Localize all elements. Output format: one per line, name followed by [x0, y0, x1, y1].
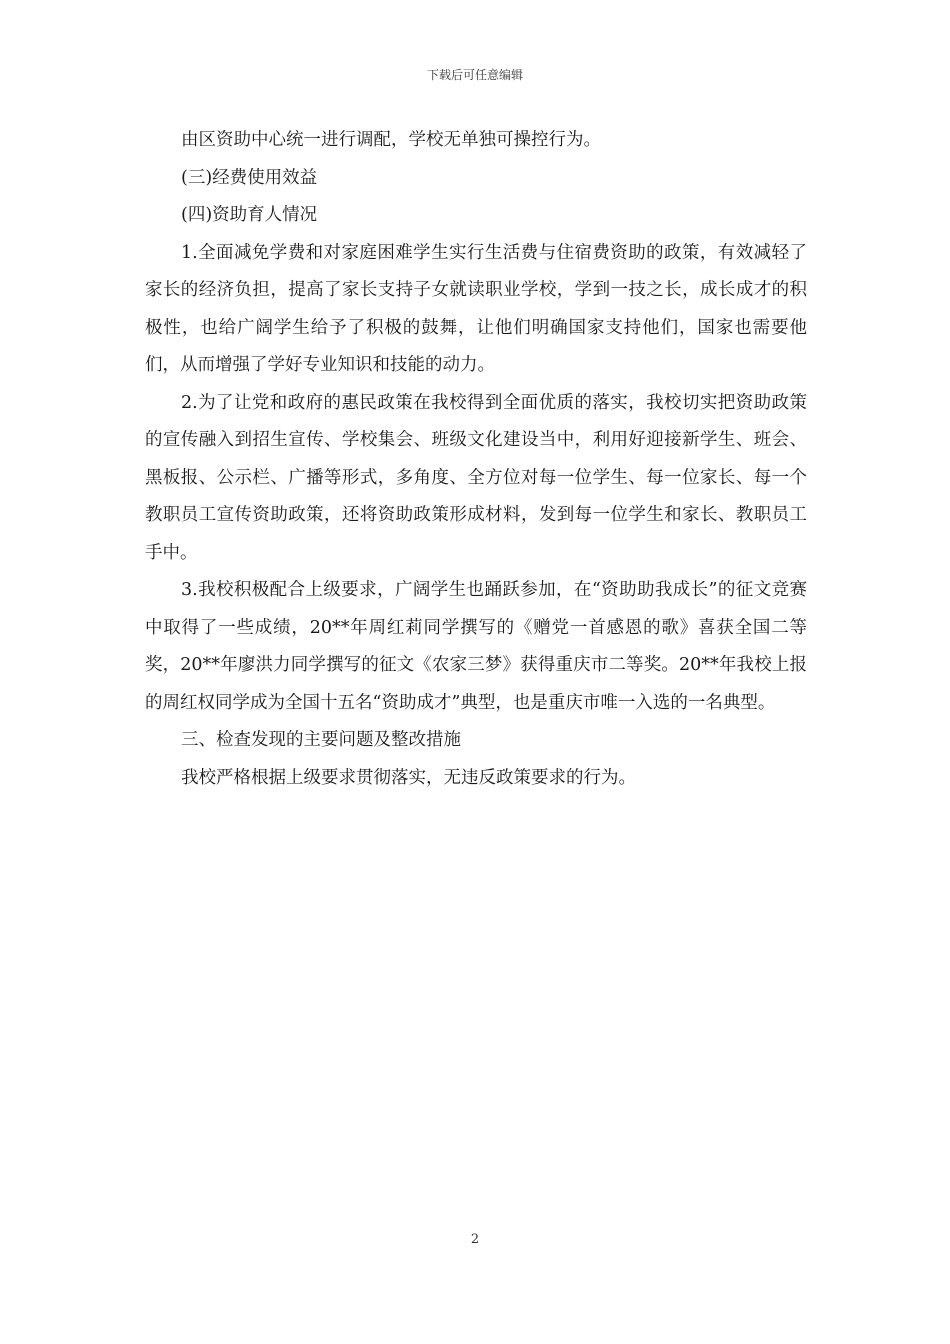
paragraph-allocation: 由区资助中心统一进行调配，学校无单独可操控行为。 — [181, 130, 601, 150]
paragraph-conclusion: 我校严格根据上级要求贯彻落实，无违反政策要求的行为。 — [181, 767, 636, 788]
document-body — [145, 122, 807, 797]
section-heading-issues: 三、检查发现的主要问题及整改措施 — [181, 730, 461, 750]
page-header: 下载后可任意编辑 — [426, 68, 523, 82]
paragraph-item-3: 3.我校积极配合上级要求，广阔学生也踊跃参加，在“资助助我成长”的征文竞赛中取得了一些成绩，20**年周红莉同学撰写的《赠党一首感恩的歌》喜获全国二等奖，20**年廖洪力同学撰写的征文《农家三梦》获得重庆市二等奖。20**年我校上报的周红权同学成为全国十五名“资助成才”典型，也是重庆市唯一入选的一名典型。 — [145, 580, 807, 713]
paragraph-item-2: 2.为了让党和政府的惠民政策在我校得到全面优质的落实，我校切实把资助政策的宣传融入到招生宣传、学校集会、班级文化建设当中，利用好迎接新学生、班会、黑板报、公示栏、广播等形式，多角度、全方位对每一位学生、每一位家长、每一个教职员工宣传资助政策，还将资助政策形成材料，发到每一位学生和家长、教职员工手中。 — [145, 392, 807, 563]
section-heading-education: (四)资助育人情况 — [181, 205, 318, 225]
page-number: 2 — [470, 1232, 480, 1247]
paragraph-item-1: 1.全面减免学费和对家庭困难学生实行生活费与住宿费资助的政策，有效减轻了家长的经济负担，提高了家长支持子女就读职业学校，学到一技之长，成长成才的积极性，也给广阔学生给予了积极的鼓舞，让他们明确国家支持他们，国家也需要他们，从而增强了学好专业知识和技能的动力。 — [145, 242, 807, 375]
section-heading-fund-efficiency: (三)经费使用效益 — [181, 167, 318, 188]
